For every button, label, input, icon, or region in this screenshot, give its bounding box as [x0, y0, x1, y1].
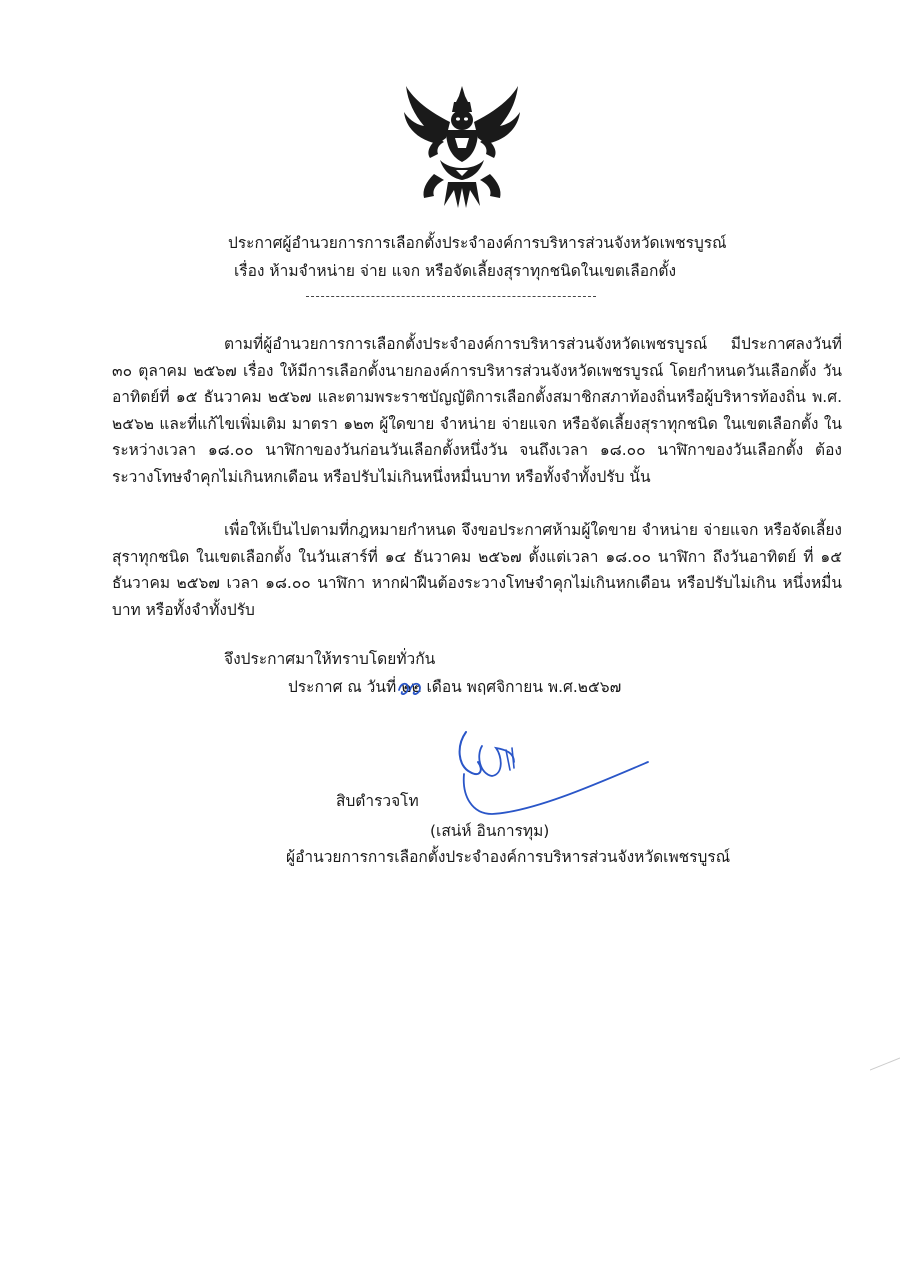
scan-edge-mark [870, 1054, 900, 1074]
announcement-title: ประกาศผู้อำนวยการการเลือกตั้งประจำองค์การบริหารส่วนจังหวัดเพชรบูรณ์ [228, 234, 727, 252]
handwritten-signature [452, 726, 662, 816]
announcement-subject: เรื่อง ห้ามจำหน่าย จ่าย แจก หรือจัดเลี้ยงสุราทุกชนิดในเขตเลือกตั้ง [234, 262, 677, 280]
handwritten-date-mark [396, 674, 430, 700]
signatory-position: ผู้อำนวยการการเลือกตั้งประจำองค์การบริหารส่วนจังหวัดเพชรบูรณ์ [286, 848, 731, 866]
dateline: ประกาศ ณ วันที่ ๒๒ เดือน พฤศจิกายน พ.ศ.๒๕๖๗ [288, 678, 622, 696]
signatory-name: (เสน่ห์ อินการทุม) [430, 822, 550, 840]
body-paragraph-2: เพื่อให้เป็นไปตามที่กฎหมายกำหนด จึงขอประกาศห้ามผู้ใดขาย จำหน่าย จ่ายแจก หรือจัดเลี้ยง สุราทุกชนิด ในเขตเลือกตั้ง ในวันเสาร์ที่ ๑๔ ธันวาคม ๒๕๖๗ ตั้งแต่เวลา ๑๘.๐๐ นาฬิกา ถึงวันอาทิตย์ ที่ ๑๕ ธันวาคม ๒๕๖๗ เวลา ๑๘.๐๐ นาฬิกา หากฝ่าฝืนต้องระวางโทษจำคุกไม่เกินหกเดือน หรือปรับไม่เกิน หนึ่งหมื่นบาท หรือทั้งจำทั้งปรับ [112, 521, 842, 619]
header-divider [306, 296, 596, 297]
body-paragraph-1: ตามที่ผู้อำนวยการการเลือกตั้งประจำองค์การบริหารส่วนจังหวัดเพชรบูรณ์ มีประกาศลงวันที่ ๓๐ ตุลาคม ๒๕๖๗ เรื่อง ให้มีการเลือกตั้งนายกองค์การบริหารส่วนจังหวัดเพชรบูรณ์ โดยกำหนดวันเลือกตั้ง วันอาทิตย์ที่ ๑๕ ธันวาคม ๒๕๖๗ และตามพระราชบัญญัติการเลือกตั้งสมาชิกสภาท้องถิ่นหรือผู้บริหารท้องถิ่น พ.ศ. ๒๕๖๒ และที่แก้ไขเพิ่มเติม มาตรา ๑๒๓ ผู้ใดขาย จำหน่าย จ่ายแจก หรือจัดเลี้ยงสุราทุกชนิด ในเขตเลือกตั้ง ในระหว่างเวลา ๑๘.๐๐ นาฬิกาของวันก่อนวันเลือกตั้งหนึ่งวัน จนถึงเวลา ๑๘.๐๐ นาฬิกาของวันเลือกตั้ง ต้องระวางโทษจำคุกไม่เกินหกเดือน หรือปรับไม่เกินหนึ่งหมื่นบาท หรือทั้งจำทั้งปรับ นั้น [112, 335, 842, 486]
garuda-emblem-icon [400, 82, 524, 210]
closing-statement: จึงประกาศมาให้ทราบโดยทั่วกัน [224, 650, 436, 668]
signatory-rank: สิบตำรวจโท [336, 792, 419, 810]
